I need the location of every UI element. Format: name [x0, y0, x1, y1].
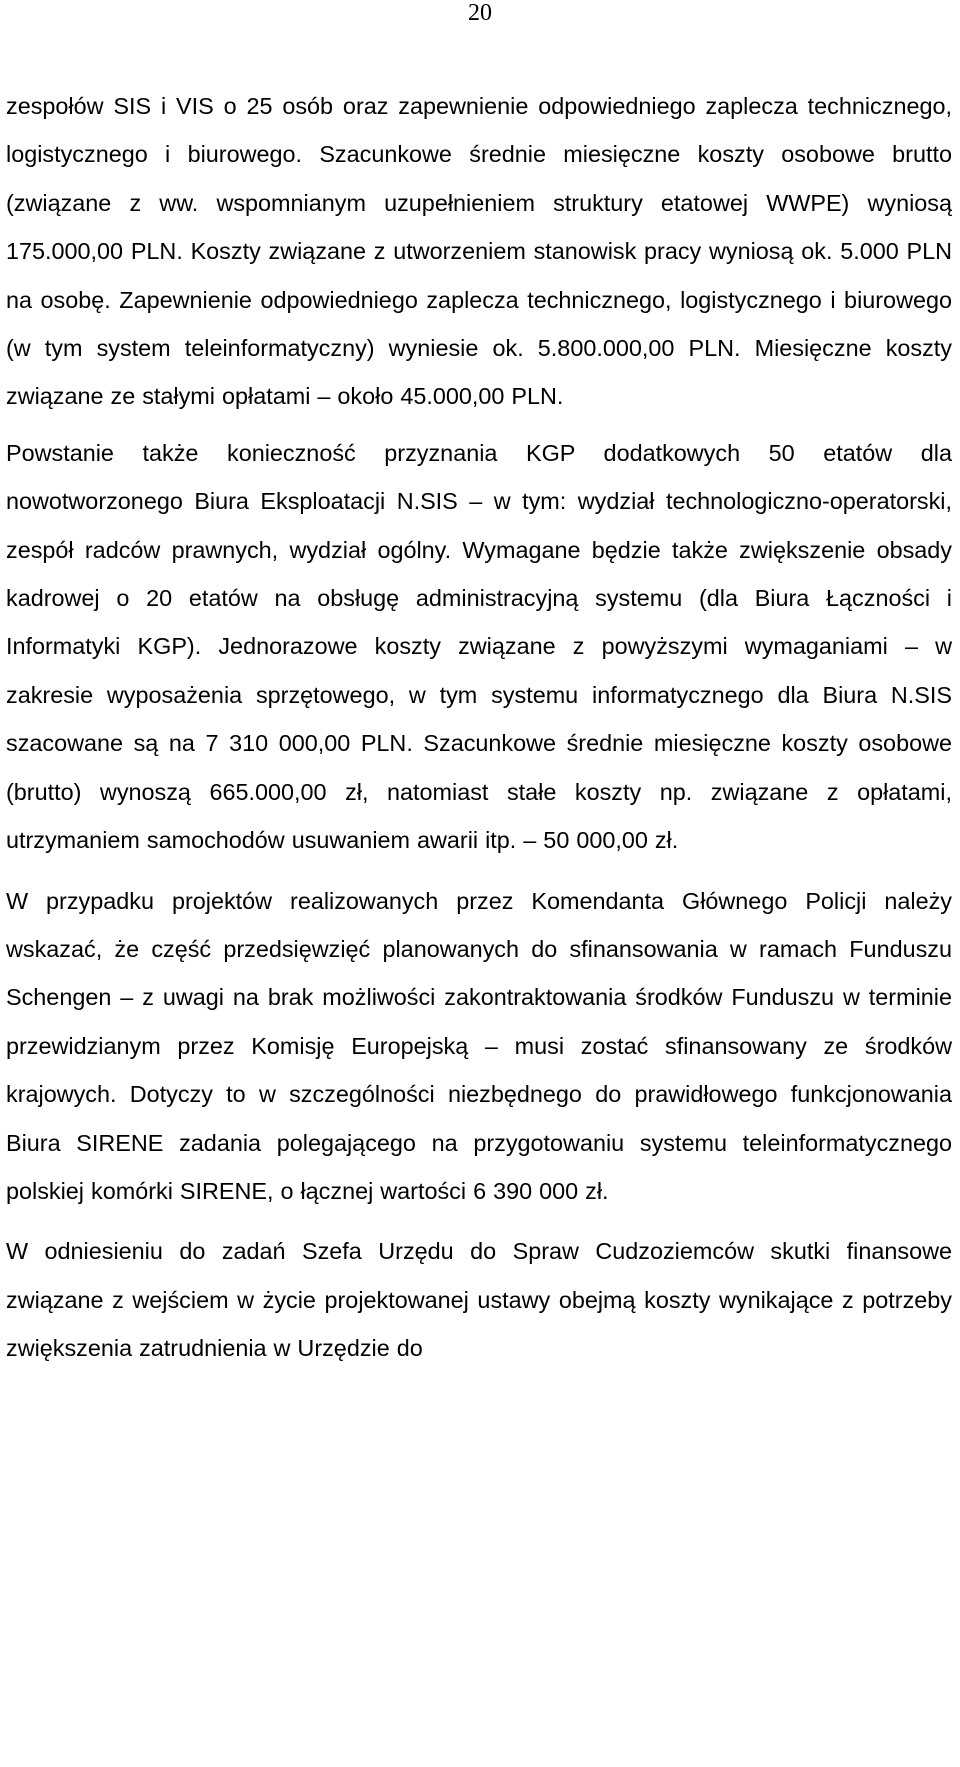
paragraph-foreigners-office: W odniesieniu do zadań Szefa Urzędu do Spraw Cudzoziemców skutki finansowe związane z wejściem w życie projektowanej ustawy obejmą koszty wynikające z potrzeby zwiększenia zatrudnienia w Urzędzie do: [6, 1238, 952, 1362]
body-text: [6, 82, 952, 1373]
paragraph-kgp-positions: Powstanie także konieczność przyznania KGP dodatkowych 50 etatów dla nowotworzonego Biura Eksploatacji N.SIS – w tym: wydział technologiczno-operatorski, zespół radców prawnych, wydział ogólny. Wymagane będzie także zwiększenie obsady kadrowej o 20 etatów na obsługę administracyjną systemu (dla Biura Łączności i Informatyki KGP). Jednorazowe koszty związane z powyższymi wymaganiami – w zakresie wyposażenia sprzętowego, w tym systemu informatycznego dla Biura N.SIS szacowane są na 7 310 000,00 PLN. Szacunkowe średnie miesięczne koszty osobowe (brutto) wynoszą 665.000,00 zł, natomiast stałe koszty np. związane z opłatami, utrzymaniem samochodów usuwaniem awarii itp. – 50 000,00 zł.: [6, 439, 952, 854]
page-number: 20: [468, 0, 492, 26]
paragraph-schengen-fund: W przypadku projektów realizowanych przez Komendanta Głównego Policji należy wskazać, że część przedsięwzięć planowanych do sfinansowania w ramach Funduszu Schengen – z uwagi na brak możliwości zakontraktowania środków Funduszu w terminie przewidzianym przez Komisję Europejską – musi zostać sfinansowany ze środków krajowych. Dotyczy to w szczególności niezbędnego do prawidłowego funkcjonowania Biura SIRENE zadania polegającego na przygotowaniu systemu teleinformatycznego polskiej komórki SIRENE, o łącznej wartości 6 390 000 zł.: [6, 887, 952, 1204]
paragraph-staffing-costs: zespołów SIS i VIS o 25 osób oraz zapewnienie odpowiedniego zaplecza technicznego, logistycznego i biurowego. Szacunkowe średnie miesięczne koszty osobowe brutto (związane z ww. wspomnianym uzupełnieniem struktury etatowej WWPE) wyniosą 175.000,00 PLN. Koszty związane z utworzeniem stanowisk pracy wyniosą ok. 5.000 PLN na osobę. Zapewnienie odpowiedniego zaplecza technicznego, logistycznego i biurowego (w tym system teleinformatyczny) wyniesie ok. 5.800.000,00 PLN. Miesięczne koszty związane ze stałymi opłatami – około 45.000,00 PLN.: [6, 93, 952, 410]
